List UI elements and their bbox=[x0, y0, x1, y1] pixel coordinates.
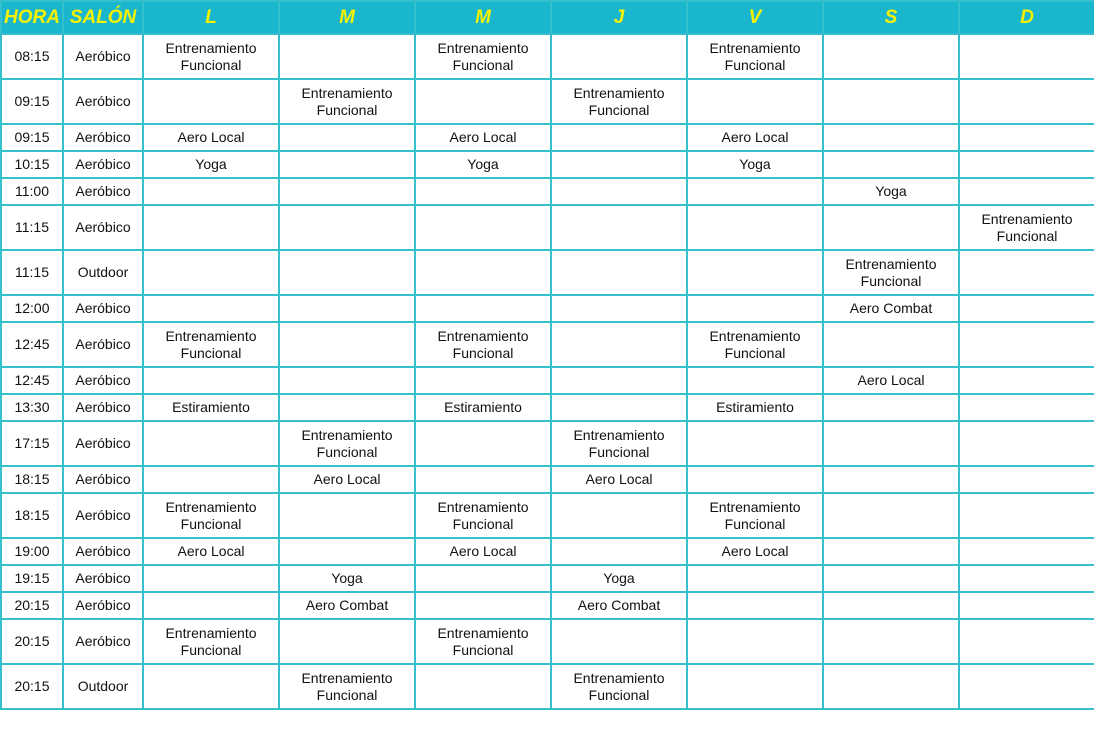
class-cell bbox=[959, 367, 1094, 394]
class-cell bbox=[279, 322, 415, 367]
class-cell: Entrenamiento Funcional bbox=[551, 79, 687, 124]
class-cell bbox=[279, 250, 415, 295]
table-row bbox=[1, 79, 1094, 124]
class-cell: Aero Local bbox=[551, 466, 687, 493]
table-row bbox=[1, 493, 1094, 538]
table-row bbox=[1, 394, 1094, 421]
room-cell: Aeróbico bbox=[63, 592, 143, 619]
header-day-s: S bbox=[823, 1, 959, 34]
class-cell bbox=[959, 538, 1094, 565]
time-cell: 17:15 bbox=[1, 421, 63, 466]
table-row bbox=[1, 124, 1094, 151]
class-cell bbox=[279, 34, 415, 79]
room-cell: Aeróbico bbox=[63, 178, 143, 205]
class-cell: Entrenamiento Funcional bbox=[143, 34, 279, 79]
class-cell bbox=[687, 565, 823, 592]
table-row bbox=[1, 178, 1094, 205]
class-cell: Aero Local bbox=[415, 538, 551, 565]
room-cell: Aeróbico bbox=[63, 394, 143, 421]
table-row bbox=[1, 421, 1094, 466]
class-cell bbox=[823, 619, 959, 664]
class-cell bbox=[823, 205, 959, 250]
time-cell: 20:15 bbox=[1, 619, 63, 664]
class-cell bbox=[415, 205, 551, 250]
table-row bbox=[1, 619, 1094, 664]
room-cell: Aeróbico bbox=[63, 124, 143, 151]
class-cell bbox=[959, 79, 1094, 124]
class-cell bbox=[279, 295, 415, 322]
class-cell bbox=[143, 367, 279, 394]
class-cell: Aero Local bbox=[687, 124, 823, 151]
room-cell: Aeróbico bbox=[63, 619, 143, 664]
class-cell bbox=[279, 538, 415, 565]
class-cell bbox=[959, 619, 1094, 664]
class-cell bbox=[551, 178, 687, 205]
time-cell: 08:15 bbox=[1, 34, 63, 79]
class-cell bbox=[279, 367, 415, 394]
class-cell bbox=[687, 664, 823, 709]
room-cell: Outdoor bbox=[63, 250, 143, 295]
class-cell: Entrenamiento Funcional bbox=[551, 664, 687, 709]
table-row bbox=[1, 466, 1094, 493]
time-cell: 11:00 bbox=[1, 178, 63, 205]
class-cell bbox=[687, 250, 823, 295]
class-cell: Aero Local bbox=[687, 538, 823, 565]
header-day-j: J bbox=[551, 1, 687, 34]
class-cell bbox=[687, 79, 823, 124]
class-cell bbox=[415, 592, 551, 619]
class-cell bbox=[551, 619, 687, 664]
class-cell bbox=[959, 250, 1094, 295]
class-cell bbox=[279, 178, 415, 205]
class-cell: Aero Combat bbox=[551, 592, 687, 619]
header-day-v: V bbox=[687, 1, 823, 34]
class-cell bbox=[551, 151, 687, 178]
class-cell: Yoga bbox=[279, 565, 415, 592]
class-cell bbox=[959, 565, 1094, 592]
class-cell: Yoga bbox=[551, 565, 687, 592]
class-cell bbox=[143, 250, 279, 295]
class-cell bbox=[687, 421, 823, 466]
room-cell: Aeróbico bbox=[63, 421, 143, 466]
class-cell bbox=[143, 178, 279, 205]
class-cell: Entrenamiento Funcional bbox=[143, 619, 279, 664]
class-cell bbox=[551, 124, 687, 151]
class-cell bbox=[143, 421, 279, 466]
class-cell bbox=[823, 151, 959, 178]
class-cell: Aero Local bbox=[415, 124, 551, 151]
class-cell bbox=[687, 295, 823, 322]
class-cell bbox=[143, 79, 279, 124]
class-cell: Estiramiento bbox=[687, 394, 823, 421]
class-cell bbox=[143, 565, 279, 592]
class-cell: Aero Local bbox=[279, 466, 415, 493]
class-cell bbox=[687, 466, 823, 493]
time-cell: 09:15 bbox=[1, 124, 63, 151]
class-cell bbox=[687, 619, 823, 664]
class-cell bbox=[959, 592, 1094, 619]
class-cell bbox=[823, 538, 959, 565]
class-cell bbox=[823, 592, 959, 619]
class-cell: Entrenamiento Funcional bbox=[143, 493, 279, 538]
class-cell bbox=[415, 79, 551, 124]
class-cell bbox=[415, 178, 551, 205]
class-cell: Entrenamiento Funcional bbox=[551, 421, 687, 466]
class-cell bbox=[959, 664, 1094, 709]
class-cell bbox=[823, 664, 959, 709]
class-cell bbox=[279, 205, 415, 250]
room-cell: Aeróbico bbox=[63, 493, 143, 538]
class-cell: Entrenamiento Funcional bbox=[687, 493, 823, 538]
room-cell: Outdoor bbox=[63, 664, 143, 709]
class-cell bbox=[959, 394, 1094, 421]
class-cell bbox=[687, 592, 823, 619]
class-cell: Aero Local bbox=[143, 124, 279, 151]
table-row bbox=[1, 592, 1094, 619]
class-cell: Estiramiento bbox=[415, 394, 551, 421]
class-cell: Aero Local bbox=[823, 367, 959, 394]
class-cell bbox=[415, 466, 551, 493]
class-cell bbox=[551, 367, 687, 394]
class-cell bbox=[551, 322, 687, 367]
class-cell bbox=[823, 493, 959, 538]
class-cell: Aero Local bbox=[143, 538, 279, 565]
room-cell: Aeróbico bbox=[63, 205, 143, 250]
class-cell: Aero Combat bbox=[279, 592, 415, 619]
time-cell: 12:45 bbox=[1, 322, 63, 367]
class-cell: Entrenamiento Funcional bbox=[279, 79, 415, 124]
class-cell: Aero Combat bbox=[823, 295, 959, 322]
class-cell bbox=[959, 421, 1094, 466]
class-cell bbox=[959, 34, 1094, 79]
class-cell bbox=[687, 205, 823, 250]
class-cell bbox=[279, 394, 415, 421]
room-cell: Aeróbico bbox=[63, 322, 143, 367]
class-cell bbox=[823, 565, 959, 592]
class-cell bbox=[279, 619, 415, 664]
table-row bbox=[1, 151, 1094, 178]
header-day-m2: M bbox=[415, 1, 551, 34]
class-cell: Entrenamiento Funcional bbox=[279, 664, 415, 709]
time-cell: 13:30 bbox=[1, 394, 63, 421]
class-cell bbox=[415, 421, 551, 466]
class-cell bbox=[143, 664, 279, 709]
class-cell bbox=[823, 34, 959, 79]
header-day-m1: M bbox=[279, 1, 415, 34]
table-row bbox=[1, 367, 1094, 394]
class-cell bbox=[415, 664, 551, 709]
header-row bbox=[1, 1, 1094, 34]
time-cell: 11:15 bbox=[1, 205, 63, 250]
class-cell: Yoga bbox=[823, 178, 959, 205]
header-salon: SALÓN bbox=[63, 1, 143, 34]
class-cell bbox=[551, 394, 687, 421]
class-cell: Yoga bbox=[143, 151, 279, 178]
room-cell: Aeróbico bbox=[63, 466, 143, 493]
class-cell bbox=[959, 322, 1094, 367]
class-cell bbox=[143, 205, 279, 250]
class-cell bbox=[415, 367, 551, 394]
class-cell bbox=[279, 151, 415, 178]
class-cell bbox=[551, 250, 687, 295]
table-row bbox=[1, 250, 1094, 295]
class-cell bbox=[823, 466, 959, 493]
class-cell bbox=[279, 124, 415, 151]
table-row bbox=[1, 205, 1094, 250]
class-cell: Entrenamiento Funcional bbox=[415, 619, 551, 664]
class-cell bbox=[143, 592, 279, 619]
class-cell: Entrenamiento Funcional bbox=[687, 34, 823, 79]
time-cell: 20:15 bbox=[1, 664, 63, 709]
time-cell: 12:00 bbox=[1, 295, 63, 322]
table-row bbox=[1, 565, 1094, 592]
class-cell: Entrenamiento Funcional bbox=[415, 493, 551, 538]
class-cell: Entrenamiento Funcional bbox=[823, 250, 959, 295]
class-cell: Entrenamiento Funcional bbox=[959, 205, 1094, 250]
class-cell bbox=[823, 322, 959, 367]
class-cell bbox=[823, 394, 959, 421]
class-cell bbox=[959, 151, 1094, 178]
class-cell bbox=[415, 295, 551, 322]
time-cell: 20:15 bbox=[1, 592, 63, 619]
class-cell bbox=[823, 79, 959, 124]
table-row bbox=[1, 322, 1094, 367]
class-cell bbox=[959, 295, 1094, 322]
room-cell: Aeróbico bbox=[63, 151, 143, 178]
time-cell: 10:15 bbox=[1, 151, 63, 178]
table-row bbox=[1, 295, 1094, 322]
class-cell bbox=[415, 250, 551, 295]
class-cell: Yoga bbox=[687, 151, 823, 178]
table-row bbox=[1, 34, 1094, 79]
time-cell: 18:15 bbox=[1, 493, 63, 538]
room-cell: Aeróbico bbox=[63, 565, 143, 592]
class-cell bbox=[959, 178, 1094, 205]
table-row bbox=[1, 538, 1094, 565]
class-cell: Estiramiento bbox=[143, 394, 279, 421]
class-cell: Entrenamiento Funcional bbox=[415, 34, 551, 79]
class-cell bbox=[143, 295, 279, 322]
class-cell: Entrenamiento Funcional bbox=[279, 421, 415, 466]
room-cell: Aeróbico bbox=[63, 538, 143, 565]
schedule-body bbox=[1, 34, 1094, 709]
room-cell: Aeróbico bbox=[63, 34, 143, 79]
class-cell: Entrenamiento Funcional bbox=[415, 322, 551, 367]
header-day-l: L bbox=[143, 1, 279, 34]
class-cell bbox=[959, 493, 1094, 538]
table-row bbox=[1, 664, 1094, 709]
class-cell bbox=[551, 34, 687, 79]
class-cell: Entrenamiento Funcional bbox=[687, 322, 823, 367]
class-cell bbox=[279, 493, 415, 538]
class-cell bbox=[959, 124, 1094, 151]
time-cell: 19:00 bbox=[1, 538, 63, 565]
time-cell: 09:15 bbox=[1, 79, 63, 124]
room-cell: Aeróbico bbox=[63, 295, 143, 322]
class-cell: Entrenamiento Funcional bbox=[143, 322, 279, 367]
header-day-d: D bbox=[959, 1, 1094, 34]
class-cell bbox=[823, 421, 959, 466]
room-cell: Aeróbico bbox=[63, 79, 143, 124]
class-cell bbox=[823, 124, 959, 151]
class-cell bbox=[551, 538, 687, 565]
class-cell bbox=[551, 205, 687, 250]
class-cell: Yoga bbox=[415, 151, 551, 178]
header-hora: HORA bbox=[1, 1, 63, 34]
time-cell: 19:15 bbox=[1, 565, 63, 592]
class-cell bbox=[551, 493, 687, 538]
class-cell bbox=[687, 367, 823, 394]
time-cell: 18:15 bbox=[1, 466, 63, 493]
class-cell bbox=[415, 565, 551, 592]
class-cell bbox=[551, 295, 687, 322]
class-cell bbox=[687, 178, 823, 205]
class-cell bbox=[143, 466, 279, 493]
room-cell: Aeróbico bbox=[63, 367, 143, 394]
time-cell: 11:15 bbox=[1, 250, 63, 295]
time-cell: 12:45 bbox=[1, 367, 63, 394]
class-cell bbox=[959, 466, 1094, 493]
